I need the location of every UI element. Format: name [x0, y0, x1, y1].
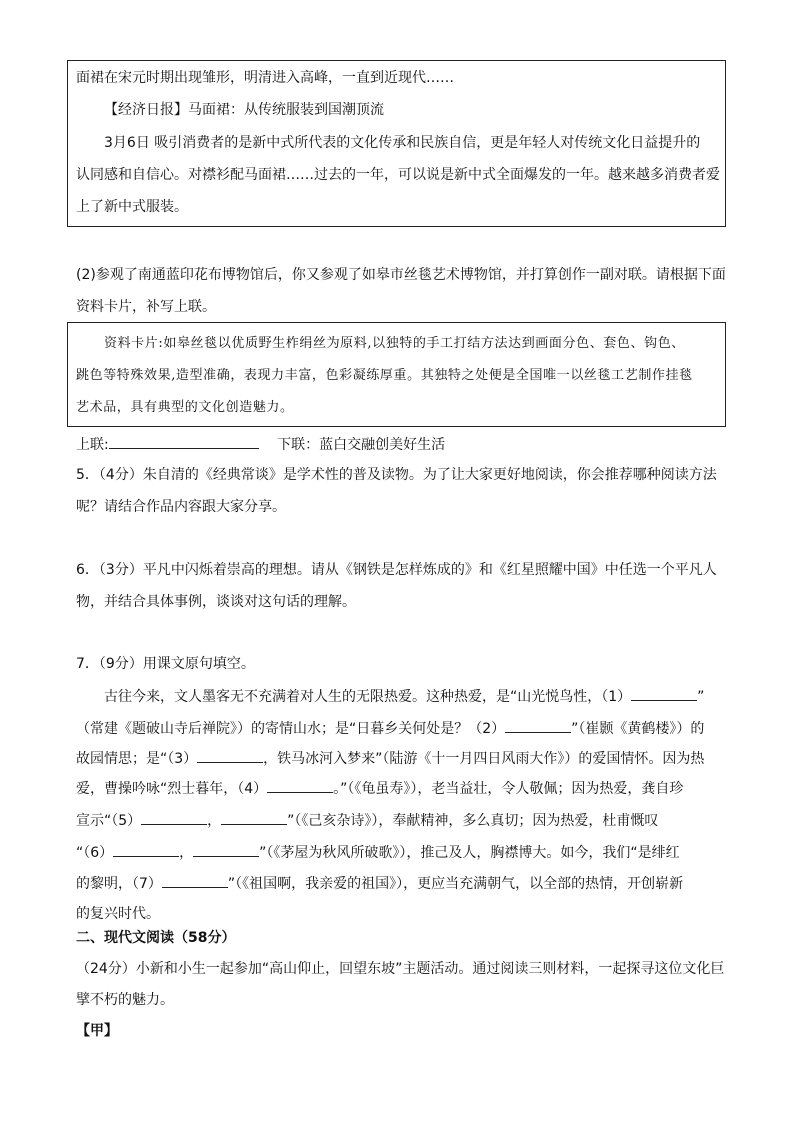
section-2-heading: 二、现代文阅读（58分）	[76, 930, 236, 946]
q7-text: “（6）	[76, 845, 114, 861]
q7-line-7	[76, 873, 683, 893]
q7-text: ，铁马冰河入梦来”（陆游《十一月四日风雨大作》）的爱国情怀。因为热	[263, 751, 705, 767]
section-2-line-1: （24分）小新和小生一起参加“高山仰止，回望东坡”主题活动。通过阅读三则材料，一起探寻这位文化巨	[76, 961, 725, 977]
upper-couplet-label: 上联:	[76, 437, 109, 453]
lower-couplet: 下联：蓝白交融创美好生活	[277, 437, 446, 453]
q7-text: （常建《题破山寺后禅院》）的寄情山水；是“日暮乡关何处是？（2）	[76, 721, 506, 737]
question-5-line-1: 5．（4分）朱自清的《经典常谈》是学术性的普及读物。为了让大家更好地阅读，你会推荐哪种阅读方法	[76, 467, 717, 483]
couplet-line	[76, 434, 445, 454]
q7-text: ”（崔颢《黄鹤楼》）的	[571, 721, 705, 737]
material-line-4: 认同感和自信心。对襟衫配马面裙……过去的一年，可以说是新中式全面爆发的一年。越来越多消费者爱	[76, 167, 720, 183]
info-card-line-1: 资料卡片:如皋丝毯以优质野生柞绢丝为原料,以独特的手工打结方法达到画面分色、套色、钩色、	[104, 336, 685, 351]
q7-text: 爱，曹操吟咏“烈士暮年，（4）	[76, 781, 268, 797]
question-4-2-line-1: (2)参观了南通蓝印花布博物馆后，你又参观了如皋市丝毯艺术博物馆，并打算创作一副对联。请根据下面	[76, 267, 726, 283]
material-jia-label: 【甲】	[76, 1023, 118, 1039]
blank-1[interactable]	[631, 686, 697, 701]
q7-text: ”（《茅屋为秋风所破歌》），推己及人，胸襟博大。如今，我们“是绯红	[259, 845, 680, 861]
question-5-line-2: 呢？请结合作品内容跟大家分享。	[76, 499, 286, 515]
q7-text: ，	[179, 845, 194, 861]
q7-text: 古往今来，文人墨客无不充满着对人生的无限热爱。这种热爱，是“山光悦鸟性，（1）	[104, 689, 632, 705]
blank-2[interactable]	[505, 718, 571, 733]
material-line-3: 3月6日 吸引消费者的是新中式所代表的文化传承和民族自信，更是年轻人对传统文化日益提升的	[104, 135, 701, 151]
blank-3[interactable]	[197, 748, 263, 763]
blank-6b[interactable]	[193, 842, 259, 857]
q7-text: ，	[207, 813, 222, 829]
material-heading: 【经济日报】马面裙：从传统服装到国潮顶流	[104, 102, 384, 118]
q7-text: ”（《祖国啊，我亲爱的祖国》），更应当充满朝气，以全部的热情，开创崭新	[227, 876, 684, 892]
q7-line-2	[76, 718, 704, 738]
q7-text: 宣示“（5）	[76, 813, 142, 829]
question-6-line-2: 物，并结合具体事例，谈谈对这句话的理解。	[76, 594, 356, 610]
section-2-line-2: 擘不朽的魅力。	[76, 992, 174, 1008]
q7-text: 故园情思；是“（3）	[76, 751, 198, 767]
q7-text: ”	[697, 689, 705, 705]
blank-4[interactable]	[267, 778, 333, 793]
info-card-line-2: 跳色等特殊效果,造型准确，表现力丰富，色彩凝练厚重。其独特之处便是全国唯一以丝毯工艺制作挂毯	[76, 368, 693, 383]
q7-text: 。”（《龟虽寿》），老当益壮，令人敬佩；因为热爱，龚自珍	[333, 781, 684, 797]
q7-line-3	[76, 748, 704, 768]
q7-text: 的黎明，（7）	[76, 876, 162, 892]
blank-5a[interactable]	[141, 810, 207, 825]
question-6-line-1: 6．（3分）平凡中闪烁着崇高的理想。请从《钢铁是怎样炼成的》和《红星照耀中国》中任选一个平凡人	[76, 562, 717, 578]
q7-line-8: 的复兴时代。	[76, 906, 160, 922]
info-card-line-3: 艺术品，具有典型的文化创造魅力。	[76, 400, 294, 415]
question-4-2-line-2: 资料卡片，补写上联。	[76, 299, 216, 315]
q7-line-6	[76, 842, 680, 862]
material-line-1: 面裙在宋元时期出现雏形，明清进入高峰，一直到近现代……	[76, 70, 454, 86]
material-line-5: 上了新中式服装。	[76, 199, 188, 215]
q7-line-4	[76, 778, 683, 798]
blank-5b[interactable]	[221, 810, 287, 825]
question-7-title: 7．（9分）用课文原句填空。	[76, 656, 255, 672]
q7-line-5	[76, 810, 658, 830]
upper-couplet-blank[interactable]	[109, 434, 259, 449]
blank-6a[interactable]	[113, 842, 179, 857]
blank-7[interactable]	[162, 873, 228, 888]
q7-text: ”（《己亥杂诗》），奉献精神，多么真切；因为热爱，杜甫慨叹	[287, 813, 659, 829]
q7-line-1	[104, 686, 704, 706]
